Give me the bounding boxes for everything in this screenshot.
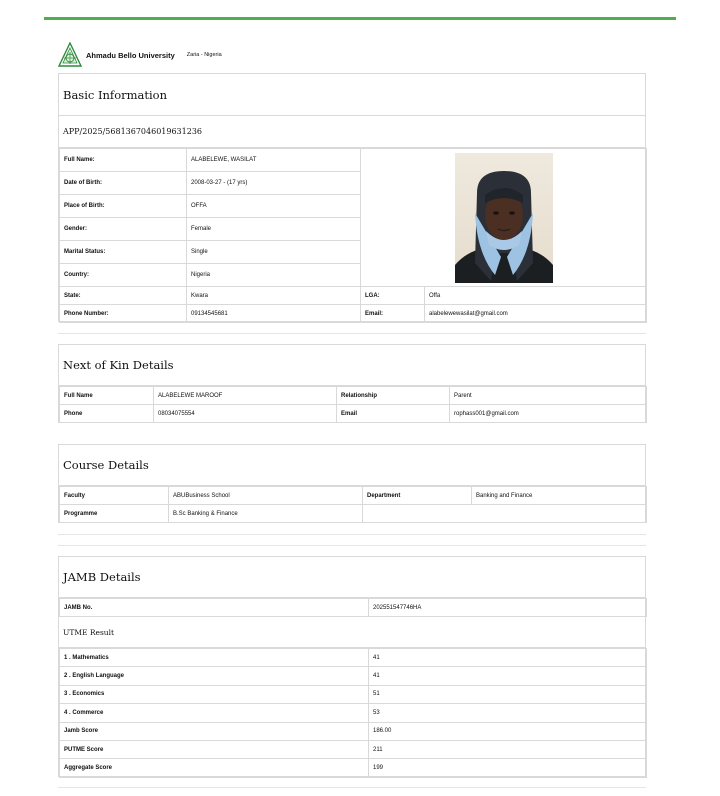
table-row	[60, 685, 647, 703]
section-title: JAMB Details	[59, 557, 645, 598]
empty-cell	[363, 505, 647, 523]
row-value: Single	[187, 241, 361, 264]
phone-value: 09134545681	[187, 305, 361, 323]
subject-label: 4 . Commerce	[60, 704, 369, 722]
department-label: Department	[363, 487, 472, 505]
row-value: 2008-03-27 - (17 yrs)	[187, 172, 361, 195]
score-label: PUTME Score	[60, 740, 369, 758]
abu-crest-icon	[58, 42, 82, 68]
state-value: Kwara	[187, 287, 361, 305]
photo-cell	[361, 149, 647, 287]
table-row	[60, 505, 647, 523]
faculty-label: Faculty	[60, 487, 169, 505]
table-row	[60, 599, 647, 617]
score-value: 199	[369, 759, 647, 777]
section-divider	[58, 333, 646, 334]
section-divider	[58, 787, 646, 788]
application-number: APP/2025/5681367046019631236	[59, 116, 645, 148]
jamb-number-value: 202551547746HA	[369, 599, 647, 617]
next-of-kin-panel	[58, 344, 646, 423]
table-row	[60, 149, 647, 172]
kin-phone-label: Phone	[60, 405, 154, 423]
kin-name-value: ALABELEWE MAROOF	[154, 387, 337, 405]
brand-header	[58, 42, 222, 68]
row-value: ALABELEWE, WASILAT	[187, 149, 361, 172]
subject-score: 41	[369, 667, 647, 685]
row-value: Female	[187, 218, 361, 241]
lga-value: Offa	[425, 287, 647, 305]
table-row	[60, 740, 647, 758]
score-value: 186.00	[369, 722, 647, 740]
email-label: Email:	[361, 305, 425, 323]
kin-relationship-value: Parent	[450, 387, 647, 405]
jamb-number-table	[59, 598, 647, 617]
kin-name-label: Full Name	[60, 387, 154, 405]
table-row	[60, 405, 647, 423]
utme-result-title: UTME Result	[59, 617, 645, 648]
department-value: Banking and Finance	[472, 487, 647, 505]
course-details-panel	[58, 444, 646, 523]
subject-label: 3 . Economics	[60, 685, 369, 703]
row-value: Nigeria	[187, 264, 361, 287]
row-label: Country:	[60, 264, 187, 287]
table-row	[60, 722, 647, 740]
jamb-details-panel	[58, 556, 646, 777]
programme-label: Programme	[60, 505, 169, 523]
lga-label: LGA:	[361, 287, 425, 305]
kin-email-label: Email	[337, 405, 450, 423]
table-row	[60, 305, 647, 323]
basic-info-table	[59, 148, 647, 323]
kin-table	[59, 386, 647, 423]
row-label: Place of Birth:	[60, 195, 187, 218]
row-label: Marital Status:	[60, 241, 187, 264]
applicant-portrait-image	[455, 153, 553, 283]
kin-phone-value: 08034075554	[154, 405, 337, 423]
score-value: 211	[369, 740, 647, 758]
table-row	[60, 649, 647, 667]
score-label: Jamb Score	[60, 722, 369, 740]
email-value: alabelewewasilat@gmail.com	[425, 305, 647, 323]
subject-score: 53	[369, 704, 647, 722]
jamb-number-label: JAMB No.	[60, 599, 369, 617]
row-label: Gender:	[60, 218, 187, 241]
table-row	[60, 704, 647, 722]
table-row	[60, 759, 647, 777]
subject-label: 2 . English Language	[60, 667, 369, 685]
kin-email-value: rophass001@gmail.com	[450, 405, 647, 423]
table-row	[60, 487, 647, 505]
course-table	[59, 486, 647, 523]
programme-value: B.Sc Banking & Finance	[169, 505, 363, 523]
state-label: State:	[60, 287, 187, 305]
university-location: Zaria - Nigeria	[186, 52, 222, 58]
section-title: Basic Information	[59, 74, 645, 116]
basic-information-panel	[58, 73, 646, 322]
table-row	[60, 387, 647, 405]
subject-label: 1 . Mathematics	[60, 649, 369, 667]
row-label: Full Name:	[60, 149, 187, 172]
utme-result-table	[59, 648, 647, 778]
row-label: Date of Birth:	[60, 172, 187, 195]
section-title: Next of Kin Details	[59, 345, 645, 386]
section-divider	[58, 534, 646, 535]
university-name: Ahmadu Bello University	[86, 50, 175, 60]
score-label: Aggregate Score	[60, 759, 369, 777]
table-row	[60, 287, 647, 305]
faculty-value: ABUBusiness School	[169, 487, 363, 505]
section-divider	[58, 545, 646, 546]
top-accent-bar	[44, 17, 676, 20]
subject-score: 41	[369, 649, 647, 667]
row-value: OFFA	[187, 195, 361, 218]
phone-label: Phone Number:	[60, 305, 187, 323]
applicant-photo	[455, 153, 553, 283]
kin-relationship-label: Relationship	[337, 387, 450, 405]
subject-score: 51	[369, 685, 647, 703]
section-title: Course Details	[59, 445, 645, 486]
table-row	[60, 667, 647, 685]
